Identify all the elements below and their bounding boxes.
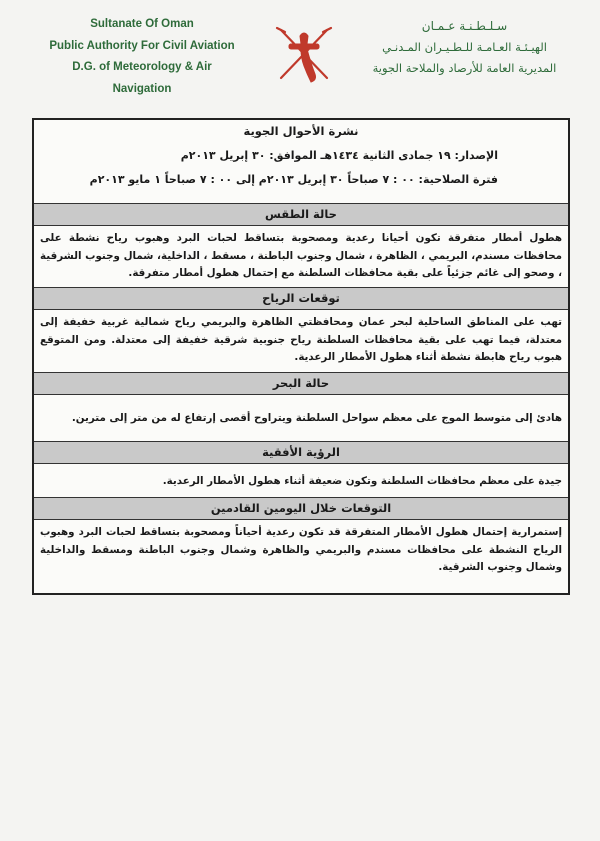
section-body: جيدة على معظم محافظات السلطنة وتكون ضعيفة أثناء هطول الأمطار الرعدية.: [162, 475, 562, 487]
section-visibility: [34, 441, 568, 497]
section-sea: [34, 372, 568, 441]
section-heading: حالة البحر: [34, 372, 568, 395]
section-heading: الرؤية الأفقية: [34, 441, 568, 464]
section-body: تهب على المناطق الساحلية لبحر عمان ومحافظتي الظاهرة والبريمي رياح شمالية غربية خفيفة إلى معتدلة، فيما تهب على بقية محافظات السلطنة رياح جنوبية شرقية خفيفة إلى معتدلة. ومن المتوقع هبوب رياح هابطة نشطة أثناء هطول الأمطار الرعدية.: [40, 316, 562, 363]
bulletin-title: نشرة الأحوال الجوية: [243, 124, 359, 138]
letterhead-english: [22, 14, 262, 100]
oman-emblem-icon: [273, 22, 335, 92]
letterhead: [0, 0, 600, 110]
validity-period: فترة الصلاحية: ٠٠ : ٧ صباحاً ٣٠ إبريل ٢٠١٣م إلى ٠٠ : ٧ صباحاً ١ مايو ٢٠١٣م: [89, 173, 498, 186]
section-winds: [34, 287, 568, 372]
section-body: هطول أمطار متفرقة تكون أحيانا رعدية ومصحوبة بتساقط لحبات البرد وهبوب رياح نشطة على محافظات مسندم، البريمي ، الظاهرة ، شمال وجنوب الباطنة ، مسقط ، الداخلية، شمال وجنوب الشرقية ، وصحو إلى غائم جزئياً على بقية محافظات السلطنة مع إحتمال هطول أمطار متفرقة.: [40, 232, 562, 279]
section-weather: [34, 204, 568, 287]
weather-bulletin: [32, 118, 570, 595]
org-line-sultanate: Sultanate Of Oman: [90, 18, 194, 30]
section-heading: توقعات الرياح: [34, 287, 568, 310]
issue-date: الإصدار: ١٩ جمادى الثانية ١٤٣٤هـ الموافق: ٣٠ إبريل ٢٠١٣م: [180, 149, 498, 162]
org-ar-directorate: المديرية العامة للأرصاد والملاحة الجوية: [372, 61, 557, 75]
section-body: إستمرارية إحتمال هطول الأمطار المتفرقة قد تكون رعدية أحياناً ومصحوبة بتساقط لحبات البرد وهبوب الرياح النشطة على محافظات مسندم والبريمي والظاهرة وشمال وجنوب الباطنة ومسقط والداخلية وشمال وجنوب الشرقية.: [40, 526, 562, 573]
section-heading: التوقعات خلال اليومين القادمين: [34, 497, 568, 520]
org-line-directorate: D.G. of Meteorology & Air: [72, 61, 212, 73]
org-ar-authority: الهيـئـة العـامـة للـطـيـران المـدنـي: [382, 40, 547, 54]
section-next-two-days: [34, 497, 568, 585]
org-line-navigation: Navigation: [112, 82, 172, 95]
section-heading: حالة الطقس: [34, 204, 568, 226]
bulletin-header: [34, 120, 568, 204]
letterhead-arabic: [347, 16, 582, 79]
org-ar-sultanate: سـلـطـنـة عـمـان: [421, 19, 508, 33]
org-line-authority: Public Authority For Civil Aviation: [49, 39, 235, 52]
section-body: هادئ إلى متوسط الموج على معظم سواحل السلطنة ويتراوح أقصى إرتفاع له من متر إلى مترين.: [71, 412, 562, 424]
